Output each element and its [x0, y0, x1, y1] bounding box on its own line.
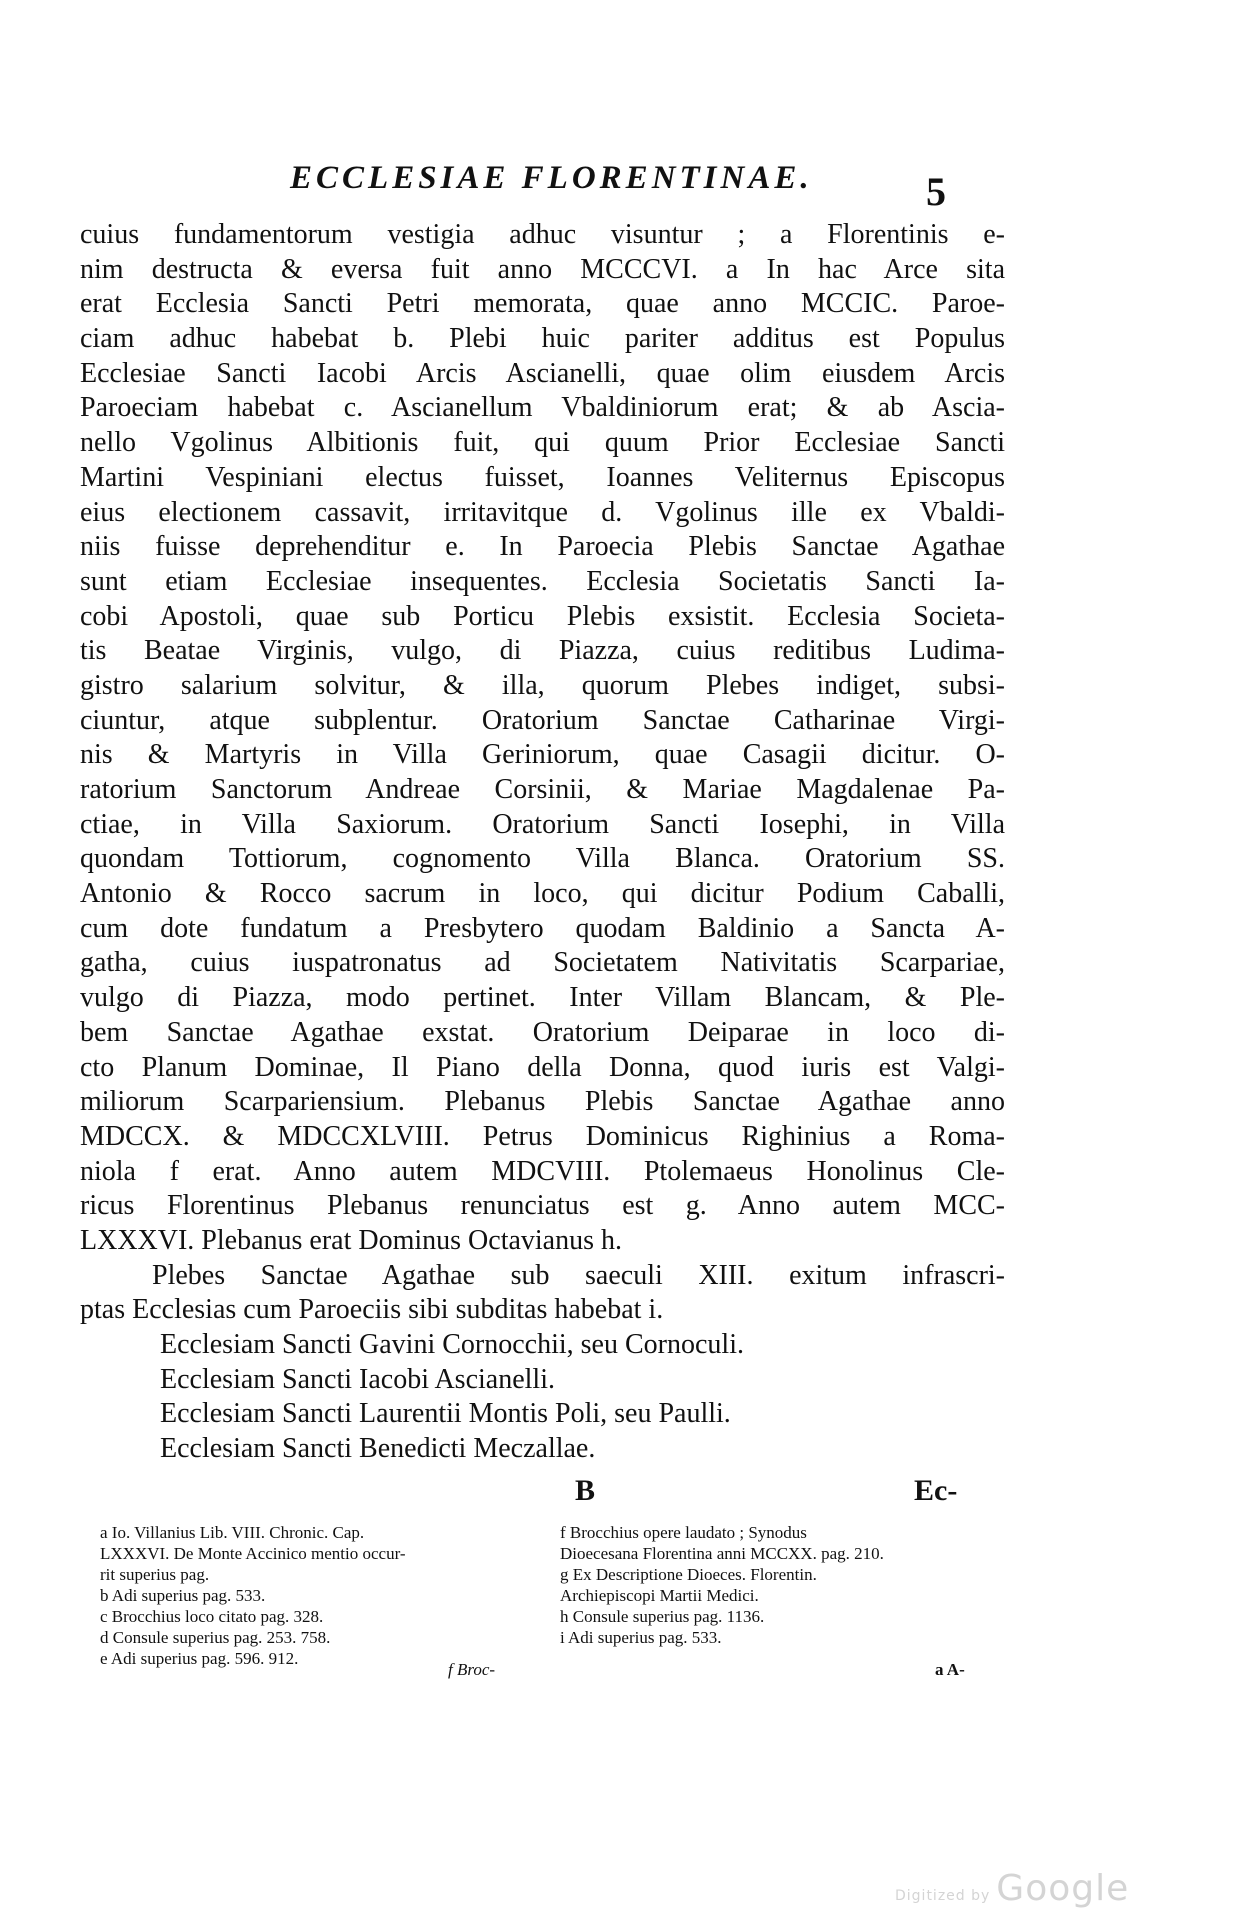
text-line: ptas Ecclesias cum Paroeciis sibi subditas habebat i.	[80, 1294, 664, 1326]
text-line: nello Vgolinus Albitionis fuit, qui quum Prior Ecclesiae Sancti	[80, 427, 1005, 459]
footnote: c Brocchius loco citato pag. 328.	[100, 1607, 324, 1626]
text-line: erat Ecclesia Sancti Petri memorata, quae anno MCCIC. Paroe-	[80, 288, 1005, 320]
footnote: d Consule superius pag. 253. 758.	[100, 1628, 331, 1647]
text-line: Antonio & Rocco sacrum in loco, qui dicitur Podium Caballi,	[80, 878, 1005, 910]
text-line: LXXXVI. Plebanus erat Dominus Octavianus h.	[80, 1224, 623, 1256]
text-line: Paroeciam habebat c. Ascianellum Vbaldiniorum erat; & ab Ascia-	[80, 392, 1005, 424]
footnote: g Ex Descriptione Dioeces. Florentin.	[560, 1565, 817, 1584]
text-line: MDCCX. & MDCCXLVIII. Petrus Dominicus Righinius a Roma-	[80, 1120, 1005, 1152]
text-line: vulgo di Piazza, modo pertinet. Inter Villam Blancam, & Ple-	[80, 982, 1005, 1014]
signature-row	[0, 1474, 1252, 1514]
footnote: e Adi superius pag. 596. 912.	[100, 1649, 299, 1668]
footnotes-left	[100, 1522, 540, 1669]
footnote: f Brocchius opere laudato ; Synodus	[560, 1523, 807, 1542]
text-line: nis & Martyris in Villa Geriniorum, quae Casagii dicitur. O-	[80, 739, 1005, 771]
digitization-watermark	[895, 1868, 1129, 1909]
footnote: Archiepiscopi Martii Medici.	[560, 1586, 759, 1605]
main-text	[80, 218, 1005, 1467]
watermark-prefix: Digitized by	[895, 1888, 991, 1904]
catchword: Ec-	[914, 1474, 958, 1507]
page-number: 5	[926, 169, 946, 214]
text-line: cuius fundamentorum vestigia adhuc visuntur ; a Florentinis e-	[80, 219, 1005, 250]
footnote: Dioecesana Florentina anni MCCXX. pag. 210.	[560, 1544, 884, 1563]
list-item: Ecclesiam Sancti Iacobi Ascianelli.	[160, 1363, 555, 1395]
text-line: nim destructa & eversa fuit anno MCCCVI. a In hac Arce sita	[80, 253, 1005, 285]
text-line: quondam Tottiorum, cognomento Villa Blanca. Oratorium SS.	[80, 843, 1005, 875]
page-header	[0, 160, 1252, 214]
footnote: i Adi superius pag. 533.	[560, 1628, 722, 1647]
list-item: Ecclesiam Sancti Gavini Cornocchii, seu Cornoculi.	[160, 1329, 744, 1360]
text-line: ricus Florentinus Plebanus renunciatus est g. Anno autem MCC-	[80, 1190, 1005, 1222]
text-line: cto Planum Dominae, Il Piano della Donna, quod iuris est Valgi-	[80, 1051, 1005, 1083]
list-item: Ecclesiam Sancti Laurentii Montis Poli, seu Paulli.	[160, 1398, 731, 1430]
text-line: cobi Apostoli, quae sub Porticu Plebis exsistit. Ecclesia Societa-	[80, 600, 1005, 632]
text-line: ciam adhuc habebat b. Plebi huic pariter additus est Populus	[80, 323, 1005, 355]
footnote: LXXXVI. De Monte Accinico mentio occur-	[100, 1544, 406, 1563]
text-line: ratorium Sanctorum Andreae Corsinii, & Mariae Magdalenae Pa-	[80, 774, 1005, 805]
text-line: bem Sanctae Agathae exstat. Oratorium Deiparae in loco di-	[80, 1016, 1005, 1048]
footnote: h Consule superius pag. 1136.	[560, 1607, 765, 1626]
text-line: eius electionem cassavit, irritavitque d. Vgolinus ille ex Vbaldi-	[80, 496, 1005, 528]
watermark-brand: Google	[996, 1868, 1130, 1909]
footnote-catchword-right: a A-	[935, 1660, 965, 1679]
text-line: miliorum Scarpariensium. Plebanus Plebis Sanctae Agathae anno	[80, 1086, 1005, 1118]
text-line: ctiae, in Villa Saxiorum. Oratorium Sancti Iosephi, in Villa	[80, 808, 1005, 840]
text-line: gistro salarium solvitur, & illa, quorum Plebes indiget, subsi-	[80, 669, 1005, 701]
text-line: ciuntur, atque subplentur. Oratorium Sanctae Catharinae Virgi-	[80, 704, 1005, 736]
text-line: cum dote fundatum a Presbytero quodam Baldinio a Sancta A-	[80, 912, 1005, 944]
text-line: niis fuisse deprehenditur e. In Paroecia Plebis Sanctae Agathae	[80, 531, 1005, 563]
text-line: Martini Vespiniani electus fuisset, Ioannes Veliternus Episcopus	[80, 461, 1005, 493]
text-line: niola f erat. Anno autem MDCVIII. Ptolemaeus Honolinus Cle-	[80, 1155, 1005, 1187]
signature-mark: B	[575, 1474, 596, 1507]
footnote: a Io. Villanius Lib. VIII. Chronic. Cap.	[100, 1523, 365, 1542]
footnote: rit superius pag.	[100, 1565, 210, 1584]
footnote: b Adi superius pag. 533.	[100, 1586, 266, 1605]
text-line: Plebes Sanctae Agathae sub saeculi XIII. exitum infrascri-	[152, 1259, 1005, 1291]
running-title: ECCLESIAE FLORENTINAE.	[290, 160, 813, 196]
text-line: Ecclesiae Sancti Iacobi Arcis Ascianelli, quae olim eiusdem Arcis	[80, 357, 1005, 389]
text-line: tis Beatae Virginis, vulgo, di Piazza, cuius reditibus Ludima-	[80, 635, 1005, 667]
list-item: Ecclesiam Sancti Benedicti Meczallae.	[160, 1433, 596, 1465]
text-line: sunt etiam Ecclesiae insequentes. Ecclesia Societatis Sancti Ia-	[80, 565, 1005, 597]
text-line: gatha, cuius iuspatronatus ad Societatem Nativitatis Scarpariae,	[80, 947, 1005, 979]
footnote-catchword-left: f Broc-	[448, 1660, 496, 1679]
footnotes-right	[560, 1522, 1010, 1648]
